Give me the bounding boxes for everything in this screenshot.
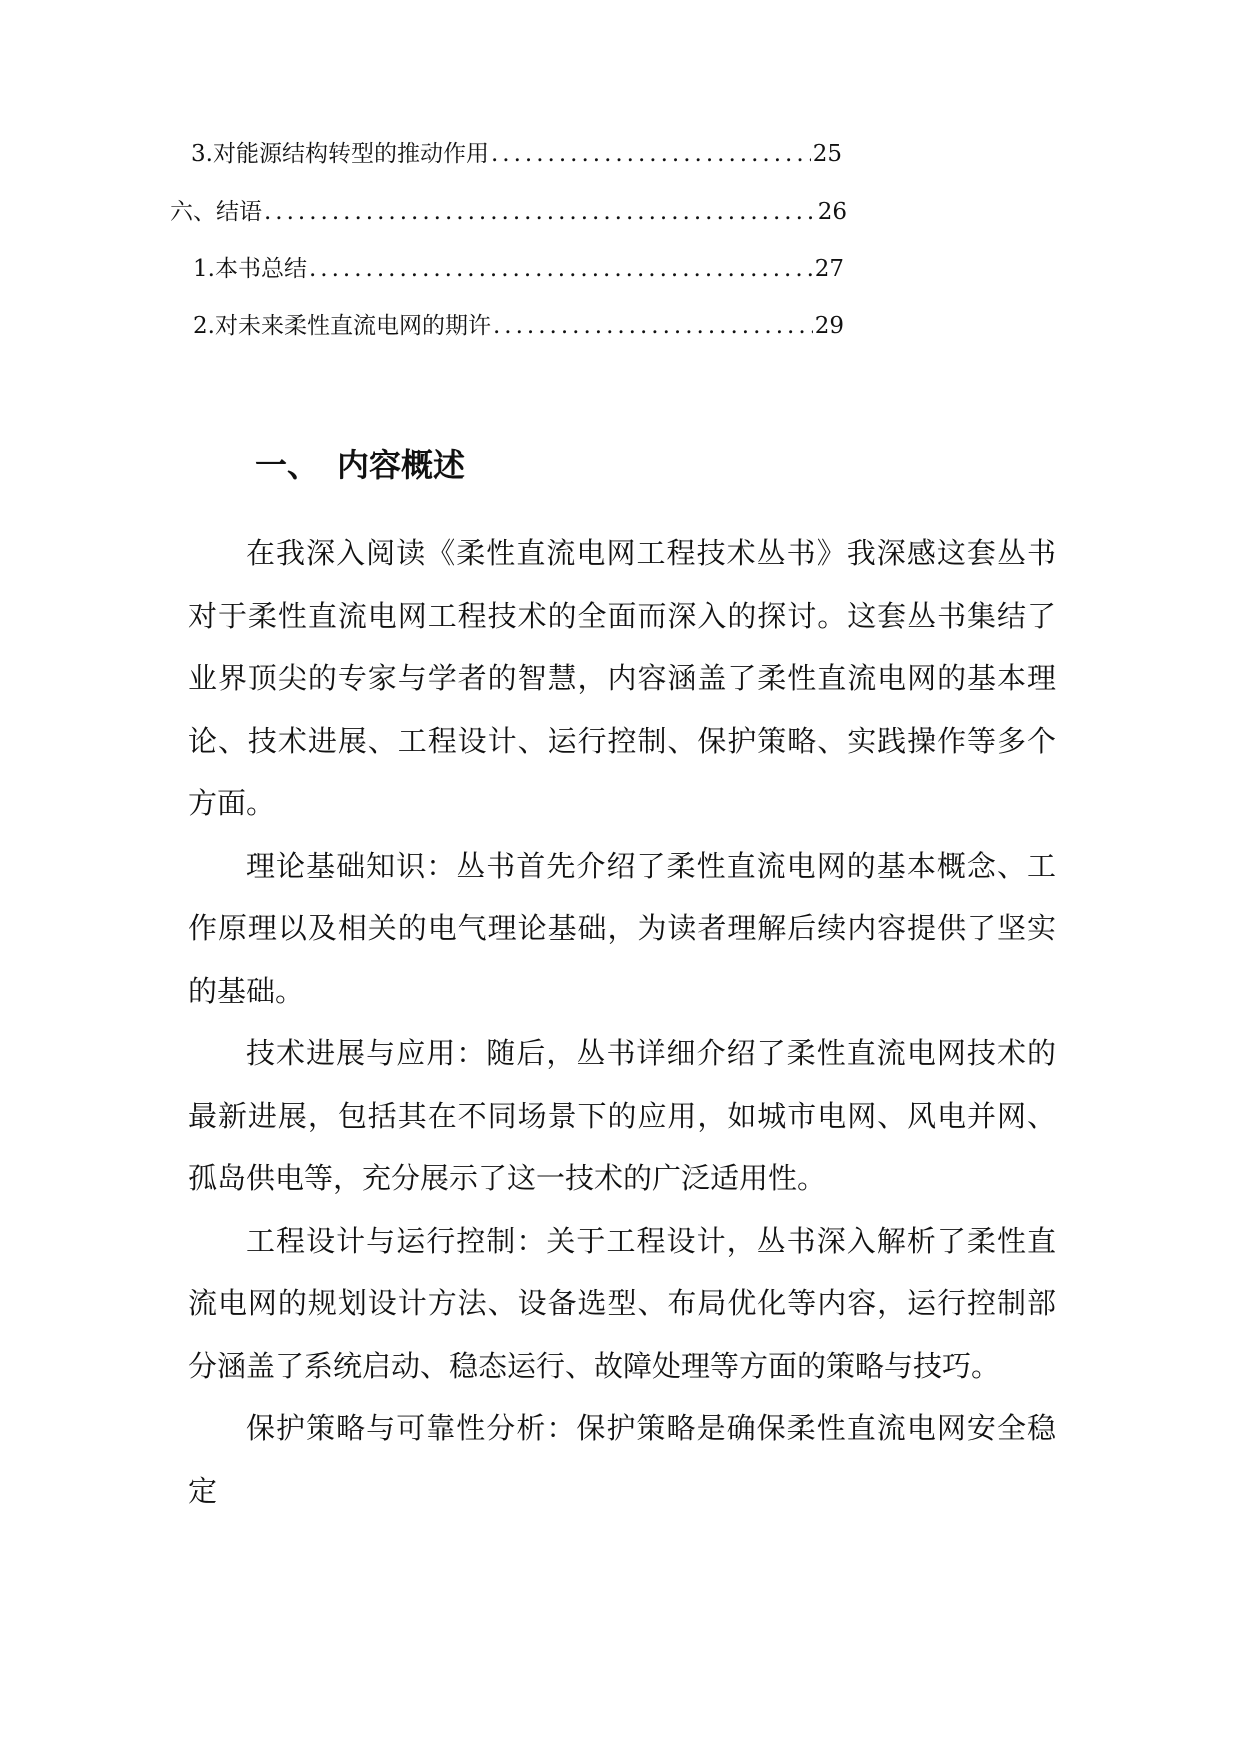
section-heading — [255, 440, 465, 486]
toc-entry[interactable] — [188, 250, 844, 286]
toc-entry-page: 27 — [814, 256, 844, 282]
paragraph: 工程设计与运行控制：关于工程设计，丛书深入解析了柔性直流电网的规划设计方法、设备选型、布局优化等内容，运行控制部分涵盖了系统启动、稳态运行、故障处理等方面的策略与技巧。 — [188, 1223, 1056, 1383]
toc-entry-title: 本书总结 — [214, 256, 307, 282]
toc-entry-number: 六、 — [170, 199, 216, 225]
toc-entry-number: 2. — [193, 313, 215, 339]
toc-entry-title: 结语 — [216, 199, 262, 225]
toc-entry[interactable] — [188, 135, 842, 171]
toc-entry-page: 25 — [812, 141, 842, 167]
toc-entry[interactable] — [170, 193, 847, 229]
section-title: 内容概述 — [337, 446, 466, 484]
toc-entry-number: 1. — [193, 256, 215, 282]
body-text — [188, 522, 1056, 1522]
toc-entry[interactable] — [188, 307, 844, 343]
toc-dot-leader — [264, 199, 816, 225]
toc-entry-title: 对能源结构转型的推动作用 — [212, 141, 489, 167]
toc-entry-number: 3. — [191, 141, 213, 167]
toc-dot-leader — [491, 141, 811, 167]
paragraph: 保护策略与可靠性分析：保护策略是确保柔性直流电网安全稳定 — [188, 1411, 1056, 1508]
toc-entry-title: 对未来柔性直流电网的期许 — [214, 313, 491, 339]
toc-dot-leader — [493, 313, 813, 339]
paragraph: 技术进展与应用：随后，丛书详细介绍了柔性直流电网技术的最新进展，包括其在不同场景下的应用，如城市电网、风电并网、孤岛供电等，充分展示了这一技术的广泛适用性。 — [188, 1036, 1056, 1195]
toc-dot-leader — [309, 256, 813, 282]
toc-entry-page: 29 — [814, 313, 844, 339]
section-number: 一、 — [255, 446, 320, 484]
paragraph: 在我深入阅读《柔性直流电网工程技术丛书》我深感这套丛书对于柔性直流电网工程技术的全面而深入的探讨。这套丛书集结了业界顶尖的专家与学者的智慧，内容涵盖了柔性直流电网的基本理论、技术进展、工程设计、运行控制、保护策略、实践操作等多个方面。 — [188, 536, 1056, 820]
toc-entry-page: 26 — [817, 199, 847, 225]
paragraph: 理论基础知识：丛书首先介绍了柔性直流电网的基本概念、工作原理以及相关的电气理论基础，为读者理解后续内容提供了坚实的基础。 — [188, 848, 1056, 1008]
